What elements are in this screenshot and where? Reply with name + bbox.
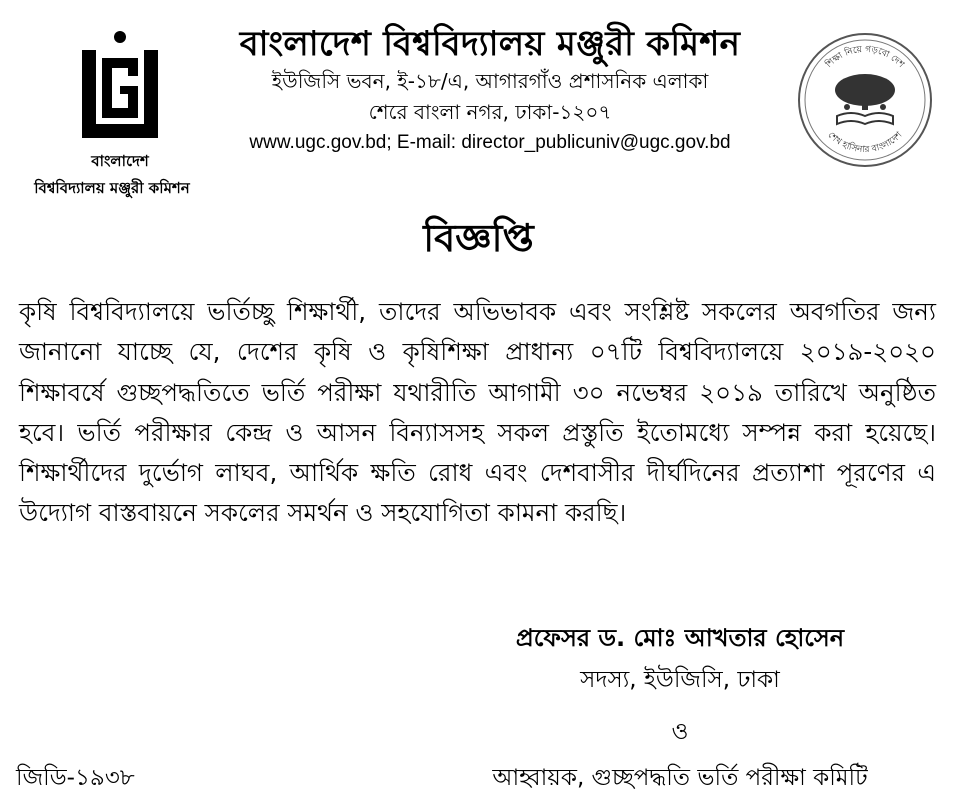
signatory-role: সদস্য, ইউজিসি, ঢাকা xyxy=(580,667,780,693)
contact-line: www.ugc.gov.bd; E-mail: director_publicuniv@ugc.gov.bd xyxy=(249,132,731,153)
seal-text-bottom: শেখ হাসিনার বাংলাদেশ xyxy=(825,130,905,156)
notice-body: কৃষি বিশ্ববিদ্যালয়ে ভর্তিচ্ছু শিক্ষার্থী, তাদের অভিভাবক এবং সংশ্লিষ্ট সকলের অবগতির জন্য জানানো যাচ্ছে যে, দেশের কৃষি ও কৃষিশিক্ষা প্রাধান্য ০৭টি বিশ্ববিদ্যালয়ে ২০১৯-২০২০ শিক্ষাবর্ষে গুচ্ছপদ্ধতিতে ভর্তি পরীক্ষা যথারীতি আগামী ৩০ নভেম্বর ২০১৯ তারিখে অনুষ্ঠিত হবে। ভর্তি পরীক্ষার কেন্দ্র ও আসন বিন্যাসসহ সকল প্রস্তুতি ইতোমধ্যে সম্পন্ন করা হয়েছে। শিক্ষার্থীদের দুর্ভোগ লাঘব, আর্থিক ক্ষতি রোধ এবং দেশবাসীর দীর্ঘদিনের প্রত্যাশা পূরণের এ উদ্যোগ বাস্তবায়নে সকলের সমর্থন ও সহযোগিতা কামনা করছি। xyxy=(19,297,936,528)
gd-number: জিডি-১৯৩৮ xyxy=(16,765,135,791)
letterhead xyxy=(170,22,810,158)
logo-caption-org: বিশ্ববিদ্যালয় মঞ্জুরী কমিশন xyxy=(34,179,190,197)
notice-title: বিজ্ঞপ্তি xyxy=(423,216,534,260)
book-tree-seal xyxy=(795,30,935,170)
org-title: বাংলাদেশ বিশ্ববিদ্যালয় মঞ্জুরী কমিশন xyxy=(239,24,741,64)
signatory-conjunction: ও xyxy=(671,719,689,745)
signatory-name: প্রফেসর ড. মোঃ আখতার হোসেন xyxy=(515,624,845,652)
signatory-convener: আহ্বায়ক, গুচ্ছপদ্ধতি ভর্তি পরীক্ষা কমিটি xyxy=(492,765,868,791)
seal-text-top: শিক্ষা নিয়ে গড়বো দেশ xyxy=(824,44,906,71)
address-line-2: শেরে বাংলা নগর, ঢাকা-১২০৭ xyxy=(368,100,612,124)
address-line-1: ইউজিসি ভবন, ই-১৮/এ, আগারগাঁও প্রশাসনিক এলাকা xyxy=(271,69,709,93)
logo-caption-country: বাংলাদেশ xyxy=(91,152,149,170)
ugc-logo-icon xyxy=(72,28,168,148)
book-tree-seal-icon xyxy=(795,30,935,170)
